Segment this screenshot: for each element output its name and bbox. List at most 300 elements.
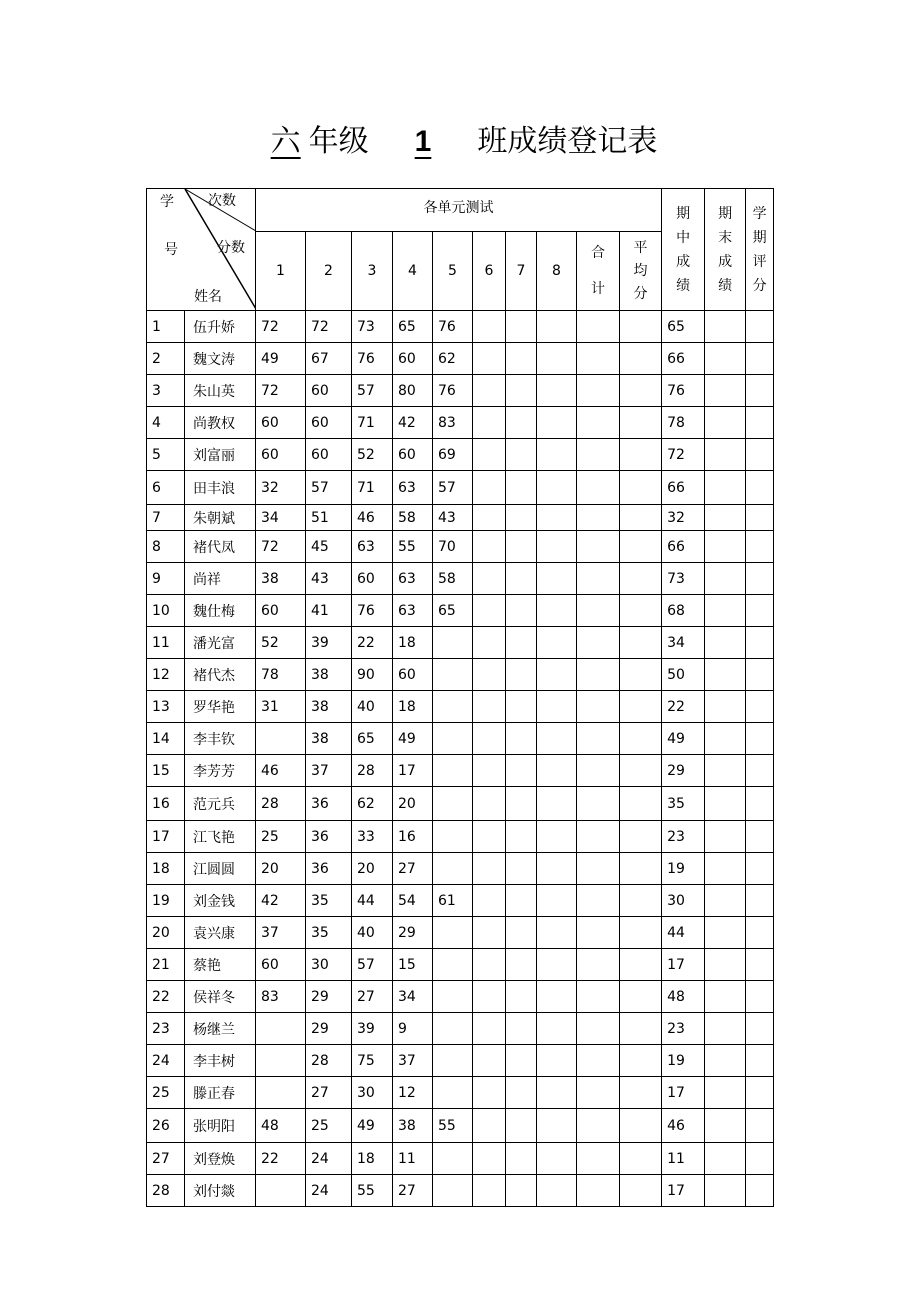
unit-score-cell: 30 [306, 949, 352, 981]
unit-score-cell [433, 821, 473, 853]
empty-cell [506, 1077, 537, 1109]
empty-cell [537, 1077, 577, 1109]
unit-score-cell: 28 [306, 1045, 352, 1077]
unit-score-cell: 60 [306, 407, 352, 439]
unit-score-cell: 27 [352, 981, 393, 1013]
final-score-cell [705, 691, 746, 723]
unit-score-cell [256, 1077, 306, 1109]
midterm-score-cell: 49 [662, 723, 705, 755]
unit-score-cell [433, 1077, 473, 1109]
average-char: 均 [633, 262, 648, 279]
student-id-cell: 28 [147, 1175, 185, 1207]
empty-cell [473, 595, 506, 627]
unit-score-cell: 39 [306, 627, 352, 659]
empty-cell [506, 755, 537, 787]
unit-score-cell: 76 [433, 311, 473, 343]
empty-cell [473, 949, 506, 981]
term-score-cell [746, 563, 774, 595]
unit-score-cell [256, 1013, 306, 1045]
empty-cell [506, 885, 537, 917]
empty-cell [620, 471, 662, 505]
term-score-cell [746, 917, 774, 949]
midterm-score-cell: 23 [662, 821, 705, 853]
midterm-score-cell: 46 [662, 1109, 705, 1143]
unit-number-4: 4 [393, 232, 433, 311]
table-row [147, 563, 774, 595]
unit-score-cell: 42 [393, 407, 433, 439]
student-name-cell: 袁兴康 [185, 917, 256, 949]
unit-score-cell: 69 [433, 439, 473, 471]
unit-score-cell: 63 [352, 531, 393, 563]
midterm-score-cell: 48 [662, 981, 705, 1013]
average-char: 平 [633, 239, 648, 256]
term-score-cell [746, 981, 774, 1013]
unit-score-cell: 49 [393, 723, 433, 755]
unit-score-cell: 51 [306, 505, 352, 531]
empty-cell [537, 1143, 577, 1175]
unit-score-cell [433, 981, 473, 1013]
empty-cell [537, 531, 577, 563]
student-name-cell: 朱朝斌 [185, 505, 256, 531]
unit-score-cell: 83 [256, 981, 306, 1013]
empty-cell [577, 723, 620, 755]
student-id-cell: 2 [147, 343, 185, 375]
table-row [147, 787, 774, 821]
total-char: 计 [591, 281, 605, 297]
unit-score-cell: 83 [433, 407, 473, 439]
final-char: 成 [718, 253, 733, 270]
empty-cell [577, 981, 620, 1013]
term-char: 期 [752, 229, 767, 246]
empty-cell [577, 1175, 620, 1207]
empty-cell [473, 375, 506, 407]
term-score-cell [746, 627, 774, 659]
student-id-cell: 24 [147, 1045, 185, 1077]
student-name-cell: 刘金钱 [185, 885, 256, 917]
empty-cell [577, 343, 620, 375]
table-row [147, 1109, 774, 1143]
student-name-cell: 罗华艳 [185, 691, 256, 723]
table-row [147, 853, 774, 885]
table-row [147, 1143, 774, 1175]
final-score-cell [705, 821, 746, 853]
unit-score-cell [433, 917, 473, 949]
midterm-char: 中 [676, 229, 691, 246]
table-row [147, 755, 774, 787]
unit-tests-header: 各单元测试 [256, 189, 662, 232]
unit-score-cell: 52 [352, 439, 393, 471]
empty-cell [620, 917, 662, 949]
empty-cell [473, 439, 506, 471]
empty-cell [473, 981, 506, 1013]
table-row [147, 471, 774, 505]
unit-score-cell: 48 [256, 1109, 306, 1143]
header-xue: 学 [160, 194, 174, 210]
unit-score-cell: 41 [306, 595, 352, 627]
empty-cell [577, 917, 620, 949]
student-id-cell: 8 [147, 531, 185, 563]
empty-cell [506, 1143, 537, 1175]
unit-score-cell: 40 [352, 917, 393, 949]
unit-score-cell: 60 [393, 343, 433, 375]
midterm-score-cell: 19 [662, 853, 705, 885]
final-char: 末 [718, 229, 733, 246]
empty-cell [577, 1045, 620, 1077]
empty-cell [537, 885, 577, 917]
unit-score-cell: 18 [393, 691, 433, 723]
unit-score-cell: 44 [352, 885, 393, 917]
empty-cell [577, 627, 620, 659]
header-cishu: 次数 [208, 193, 236, 209]
midterm-score-cell: 44 [662, 917, 705, 949]
header-fenshu: 分数 [217, 240, 245, 256]
empty-cell [537, 691, 577, 723]
final-score-cell [705, 1175, 746, 1207]
unit-score-cell: 57 [433, 471, 473, 505]
table-row [147, 885, 774, 917]
midterm-score-cell: 29 [662, 755, 705, 787]
empty-cell [620, 1045, 662, 1077]
unit-score-cell: 39 [352, 1013, 393, 1045]
final-score-cell [705, 1013, 746, 1045]
empty-cell [506, 407, 537, 439]
empty-cell [537, 1013, 577, 1045]
final-score-cell [705, 1045, 746, 1077]
final-score-cell [705, 981, 746, 1013]
title-class: 1 [414, 125, 432, 158]
unit-score-cell: 60 [256, 407, 306, 439]
student-name-cell: 江圆圆 [185, 853, 256, 885]
empty-cell [506, 439, 537, 471]
empty-cell [473, 1175, 506, 1207]
table-row [147, 311, 774, 343]
unit-score-cell: 27 [306, 1077, 352, 1109]
final-score-cell [705, 595, 746, 627]
empty-cell [577, 853, 620, 885]
page-title [0, 118, 920, 166]
midterm-score-cell: 30 [662, 885, 705, 917]
empty-cell [620, 1109, 662, 1143]
empty-cell [473, 885, 506, 917]
student-id-cell: 16 [147, 787, 185, 821]
empty-cell [577, 375, 620, 407]
empty-cell [620, 505, 662, 531]
empty-cell [620, 1077, 662, 1109]
empty-cell [506, 981, 537, 1013]
empty-cell [506, 917, 537, 949]
final-score-cell [705, 627, 746, 659]
empty-cell [506, 723, 537, 755]
midterm-score-cell: 78 [662, 407, 705, 439]
table-row [147, 1013, 774, 1045]
empty-cell [537, 563, 577, 595]
empty-cell [620, 723, 662, 755]
student-name-cell: 褚代凤 [185, 531, 256, 563]
header-xingming: 姓名 [194, 289, 222, 305]
empty-cell [473, 471, 506, 505]
empty-cell [620, 1013, 662, 1045]
unit-score-cell: 22 [256, 1143, 306, 1175]
empty-cell [537, 343, 577, 375]
final-score-cell [705, 853, 746, 885]
empty-cell [620, 563, 662, 595]
unit-score-cell [433, 1175, 473, 1207]
empty-cell [537, 471, 577, 505]
empty-cell [506, 787, 537, 821]
final-score-cell [705, 563, 746, 595]
unit-score-cell: 33 [352, 821, 393, 853]
unit-score-cell: 72 [256, 375, 306, 407]
midterm-score-cell: 11 [662, 1143, 705, 1175]
unit-score-cell: 20 [352, 853, 393, 885]
empty-cell [473, 505, 506, 531]
student-id-cell: 23 [147, 1013, 185, 1045]
total-header [577, 232, 620, 311]
empty-cell [620, 595, 662, 627]
term-score-cell [746, 439, 774, 471]
unit-score-cell: 38 [306, 691, 352, 723]
unit-score-cell: 35 [306, 917, 352, 949]
average-header [620, 232, 662, 311]
final-score-cell [705, 1143, 746, 1175]
unit-score-cell: 37 [256, 917, 306, 949]
term-score-cell [746, 787, 774, 821]
term-score-cell [746, 691, 774, 723]
unit-score-cell: 71 [352, 471, 393, 505]
empty-cell [537, 505, 577, 531]
corner-header-cell [147, 189, 256, 311]
empty-cell [620, 531, 662, 563]
unit-score-cell: 70 [433, 531, 473, 563]
unit-score-cell: 18 [393, 627, 433, 659]
unit-score-cell: 60 [393, 439, 433, 471]
student-name-cell: 朱山英 [185, 375, 256, 407]
empty-cell [506, 595, 537, 627]
midterm-char: 期 [676, 205, 691, 222]
unit-score-cell: 9 [393, 1013, 433, 1045]
empty-cell [577, 659, 620, 691]
empty-cell [577, 505, 620, 531]
unit-score-cell: 18 [352, 1143, 393, 1175]
unit-score-cell: 60 [256, 439, 306, 471]
empty-cell [537, 595, 577, 627]
unit-score-cell: 35 [306, 885, 352, 917]
student-id-cell: 22 [147, 981, 185, 1013]
student-name-cell: 魏文涛 [185, 343, 256, 375]
unit-score-cell [433, 949, 473, 981]
unit-score-cell: 76 [352, 343, 393, 375]
unit-score-cell: 24 [306, 1175, 352, 1207]
student-id-cell: 5 [147, 439, 185, 471]
empty-cell [620, 853, 662, 885]
final-score-cell [705, 471, 746, 505]
final-score-cell [705, 531, 746, 563]
student-name-cell: 褚代杰 [185, 659, 256, 691]
student-name-cell: 刘登焕 [185, 1143, 256, 1175]
empty-cell [473, 627, 506, 659]
unit-score-cell: 27 [393, 853, 433, 885]
empty-cell [506, 691, 537, 723]
unit-score-cell [433, 1045, 473, 1077]
student-name-cell: 李丰树 [185, 1045, 256, 1077]
unit-score-cell [433, 755, 473, 787]
unit-score-cell: 36 [306, 853, 352, 885]
unit-score-cell: 20 [256, 853, 306, 885]
final-score-cell [705, 407, 746, 439]
student-id-cell: 20 [147, 917, 185, 949]
term-score-cell [746, 407, 774, 439]
empty-cell [473, 563, 506, 595]
empty-cell [506, 1109, 537, 1143]
midterm-score-cell: 68 [662, 595, 705, 627]
unit-score-cell [433, 723, 473, 755]
table-row [147, 981, 774, 1013]
unit-score-cell: 60 [256, 595, 306, 627]
empty-cell [620, 691, 662, 723]
final-score-cell [705, 787, 746, 821]
empty-cell [506, 471, 537, 505]
unit-score-cell: 76 [433, 375, 473, 407]
unit-score-cell: 22 [352, 627, 393, 659]
empty-cell [577, 563, 620, 595]
unit-score-cell: 16 [393, 821, 433, 853]
unit-score-cell [256, 1175, 306, 1207]
empty-cell [537, 723, 577, 755]
student-name-cell: 杨继兰 [185, 1013, 256, 1045]
unit-score-cell [433, 659, 473, 691]
empty-cell [620, 439, 662, 471]
unit-score-cell: 73 [352, 311, 393, 343]
student-name-cell: 滕正春 [185, 1077, 256, 1109]
unit-score-cell: 65 [393, 311, 433, 343]
student-name-cell: 刘付燚 [185, 1175, 256, 1207]
term-score-cell [746, 723, 774, 755]
empty-cell [537, 627, 577, 659]
empty-cell [473, 1077, 506, 1109]
grades-table [146, 188, 774, 1207]
midterm-score-cell: 22 [662, 691, 705, 723]
empty-cell [473, 343, 506, 375]
empty-cell [537, 1109, 577, 1143]
student-id-cell: 19 [147, 885, 185, 917]
term-score-cell [746, 595, 774, 627]
unit-score-cell: 63 [393, 471, 433, 505]
unit-score-cell: 62 [352, 787, 393, 821]
unit-score-cell: 62 [433, 343, 473, 375]
header-hao: 号 [164, 242, 178, 258]
empty-cell [537, 1175, 577, 1207]
final-score-cell [705, 1077, 746, 1109]
unit-score-cell: 15 [393, 949, 433, 981]
empty-cell [473, 821, 506, 853]
unit-score-cell: 67 [306, 343, 352, 375]
student-id-cell: 21 [147, 949, 185, 981]
empty-cell [620, 375, 662, 407]
final-score-cell [705, 311, 746, 343]
unit-score-cell: 61 [433, 885, 473, 917]
student-id-cell: 18 [147, 853, 185, 885]
unit-score-cell: 60 [352, 563, 393, 595]
empty-cell [620, 343, 662, 375]
unit-score-cell: 57 [352, 949, 393, 981]
unit-score-cell [256, 723, 306, 755]
empty-cell [577, 949, 620, 981]
term-char: 评 [752, 253, 767, 270]
unit-score-cell: 27 [393, 1175, 433, 1207]
empty-cell [577, 787, 620, 821]
unit-score-cell: 29 [306, 1013, 352, 1045]
student-id-cell: 15 [147, 755, 185, 787]
midterm-score-cell: 72 [662, 439, 705, 471]
table-row [147, 343, 774, 375]
unit-score-cell [433, 787, 473, 821]
midterm-header [662, 189, 705, 311]
unit-number-5: 5 [433, 232, 473, 311]
final-score-cell [705, 723, 746, 755]
student-name-cell: 李丰钦 [185, 723, 256, 755]
empty-cell [577, 311, 620, 343]
unit-score-cell: 34 [256, 505, 306, 531]
final-score-cell [705, 439, 746, 471]
empty-cell [473, 787, 506, 821]
unit-score-cell: 37 [393, 1045, 433, 1077]
student-id-cell: 11 [147, 627, 185, 659]
term-score-cell [746, 1013, 774, 1045]
unit-score-cell: 72 [306, 311, 352, 343]
unit-score-cell: 43 [306, 563, 352, 595]
empty-cell [620, 627, 662, 659]
term-score-cell [746, 375, 774, 407]
empty-cell [620, 1175, 662, 1207]
unit-score-cell: 11 [393, 1143, 433, 1175]
unit-score-cell: 25 [256, 821, 306, 853]
term-char: 学 [752, 205, 767, 222]
table-row [147, 691, 774, 723]
final-score-cell [705, 917, 746, 949]
table-row [147, 375, 774, 407]
midterm-score-cell: 76 [662, 375, 705, 407]
table-row [147, 949, 774, 981]
table-row [147, 723, 774, 755]
empty-cell [473, 755, 506, 787]
unit-number-8: 8 [537, 232, 577, 311]
unit-score-cell: 58 [393, 505, 433, 531]
unit-score-cell: 55 [352, 1175, 393, 1207]
empty-cell [577, 1013, 620, 1045]
final-score-cell [705, 949, 746, 981]
empty-cell [577, 439, 620, 471]
empty-cell [537, 1045, 577, 1077]
unit-score-cell: 58 [433, 563, 473, 595]
midterm-score-cell: 50 [662, 659, 705, 691]
table-row [147, 917, 774, 949]
student-name-cell: 范元兵 [185, 787, 256, 821]
midterm-score-cell: 66 [662, 531, 705, 563]
student-name-cell: 李芳芳 [185, 755, 256, 787]
midterm-score-cell: 19 [662, 1045, 705, 1077]
unit-score-cell: 43 [433, 505, 473, 531]
student-id-cell: 1 [147, 311, 185, 343]
empty-cell [473, 723, 506, 755]
empty-cell [473, 659, 506, 691]
unit-score-cell: 28 [256, 787, 306, 821]
final-score-cell [705, 505, 746, 531]
empty-cell [537, 439, 577, 471]
unit-number-3: 3 [352, 232, 393, 311]
unit-score-cell: 36 [306, 821, 352, 853]
student-id-cell: 27 [147, 1143, 185, 1175]
student-name-cell: 侯祥冬 [185, 981, 256, 1013]
